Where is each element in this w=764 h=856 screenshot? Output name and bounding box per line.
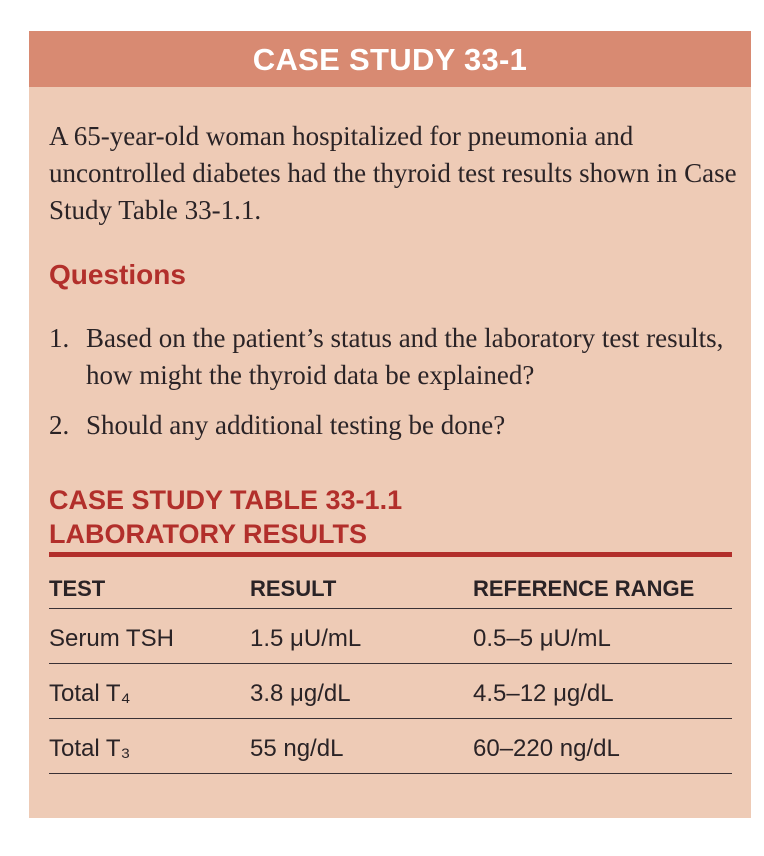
table-header-row: [49, 572, 732, 609]
case-intro-paragraph: A 65-year-old woman hospitalized for pneumonia and uncontrolled diabetes had the thyroid test results shown in Case Study Table 33-1.1.: [49, 121, 737, 225]
case-study-box: [29, 31, 751, 818]
table-row: [49, 609, 732, 664]
table-row: [49, 719, 732, 774]
question-text: Should any additional testing be done?: [86, 410, 506, 440]
question-number: 2.: [49, 410, 70, 440]
cell-test: Total T₃: [49, 735, 131, 762]
cell-reference-range: 0.5–5 μU/mL: [473, 625, 611, 652]
questions-list: [49, 320, 744, 457]
cell-result: 3.8 μg/dL: [250, 680, 351, 707]
cell-test: Total T₄: [49, 680, 131, 707]
table-title-rule: [49, 552, 732, 557]
question-text: Based on the patient’s status and the laboratory test results, how might the thyroid data be explained?: [86, 323, 724, 390]
table-title-line-1: CASE STUDY TABLE 33-1.1: [49, 485, 403, 515]
table-title-line-2: LABORATORY RESULTS: [49, 519, 368, 549]
questions-heading: Questions: [49, 259, 186, 290]
cell-reference-range: 60–220 ng/dL: [473, 735, 620, 762]
table-title: [49, 483, 402, 551]
cell-result: 55 ng/dL: [250, 735, 344, 762]
header-test: TEST: [49, 576, 106, 601]
header-result: RESULT: [250, 576, 337, 601]
cell-test: Serum TSH: [49, 625, 174, 652]
cell-result: 1.5 μU/mL: [250, 625, 362, 652]
table-row: [49, 664, 732, 719]
header-reference-range: REFERENCE RANGE: [473, 576, 695, 601]
question-item: [49, 320, 744, 394]
case-study-banner: CASE STUDY 33-1: [29, 31, 751, 87]
question-number: 1.: [49, 323, 70, 353]
cell-reference-range: 4.5–12 μg/dL: [473, 680, 614, 707]
lab-results-table: [49, 572, 732, 774]
question-item: [49, 407, 744, 444]
